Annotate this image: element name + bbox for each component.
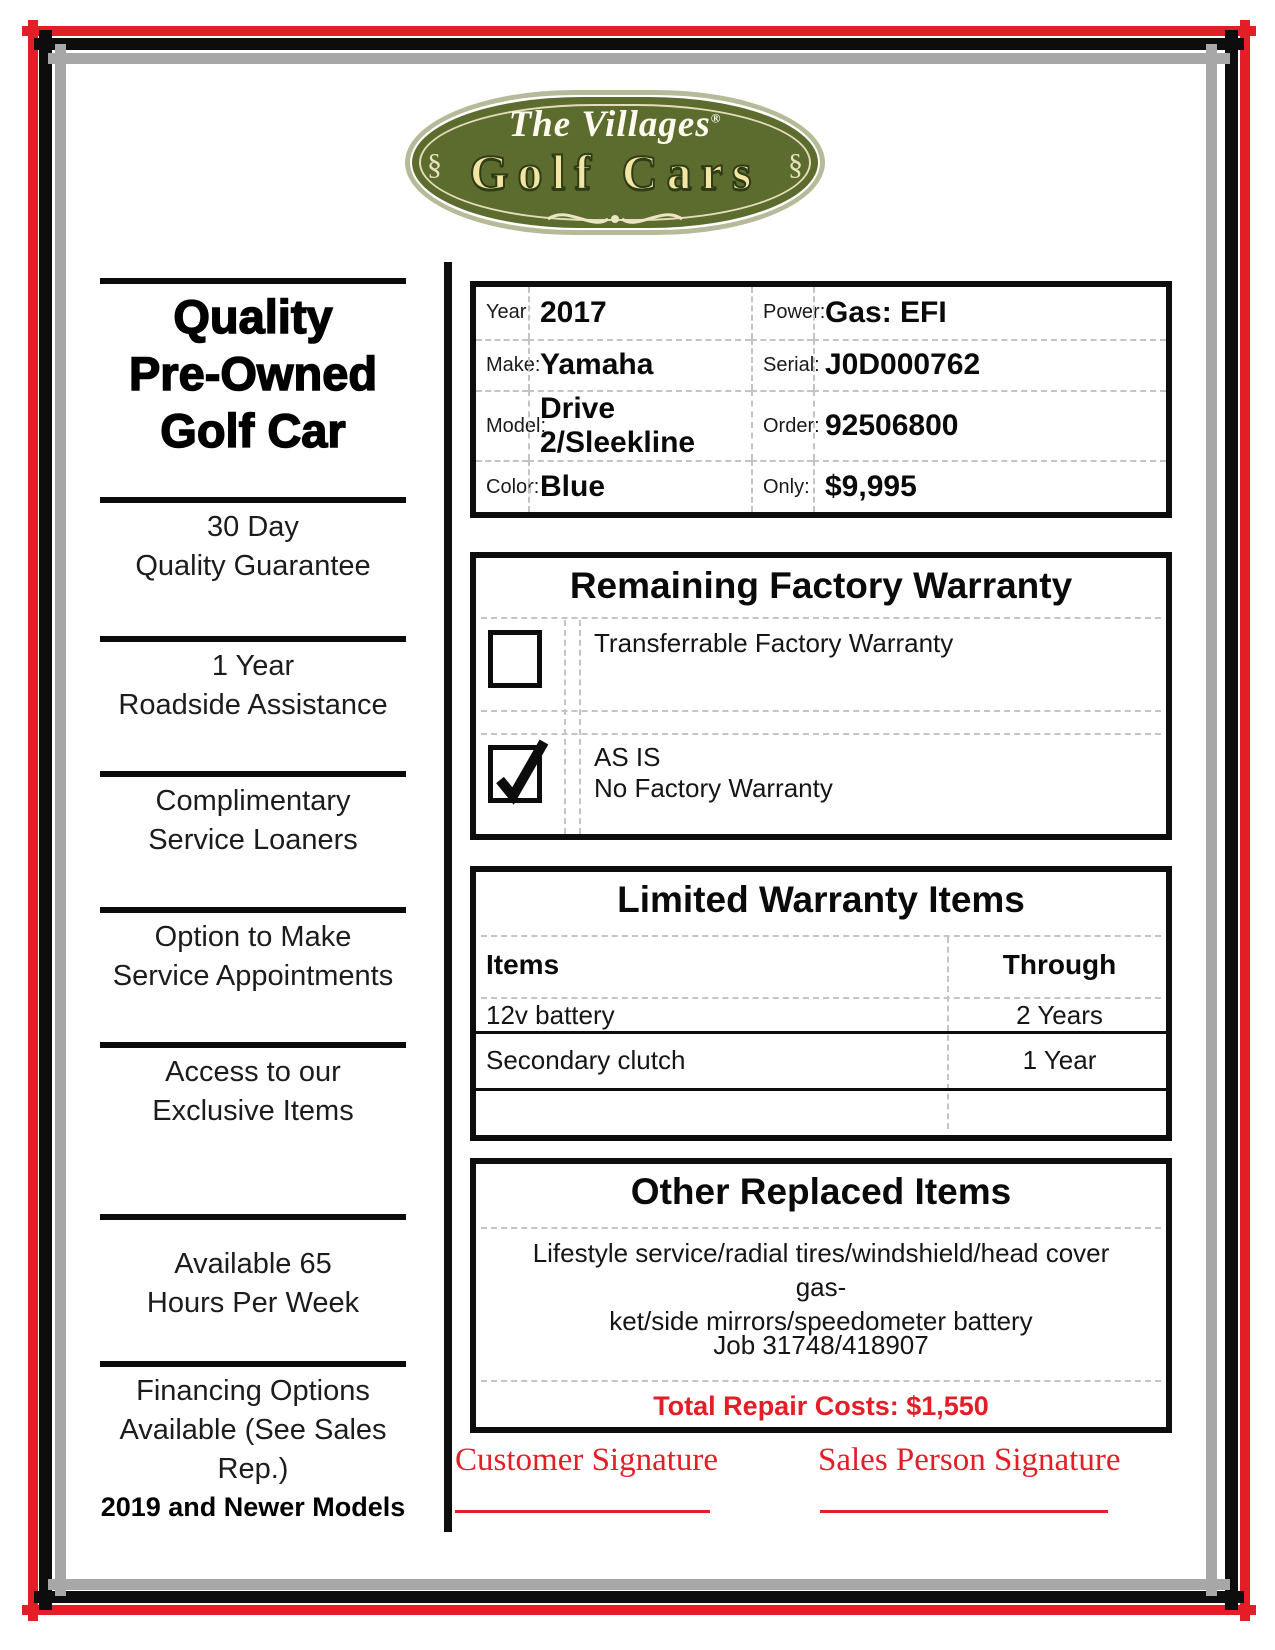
vehicle-serial-value: J0D000762 [813,339,1166,391]
frame-black-bottom [34,1591,1244,1603]
row-divider [476,1031,1166,1034]
frame-gray-top [48,53,1230,64]
sidebar-item-line: Financing Options [136,1375,370,1407]
sidebar-item-line: Service Loaners [148,824,358,856]
vehicle-model-value: Drive 2/Sleekline [528,390,751,460]
frame-red-top [22,26,1256,36]
vehicle-make-label: Make: [476,339,528,391]
logo-product-text: Golf Cars [469,144,761,200]
sidebar-title-line-2: Pre-Owned [128,347,378,400]
through-column-header: Through [1002,949,1117,980]
sidebar-item-line: Exclusive Items [152,1095,354,1127]
vehicle-info-box [470,281,1172,518]
vehicle-power-value: Gas: EFI [813,287,1166,339]
sidebar-rule-6 [100,1042,406,1048]
sidebar-item-line: Access to our [165,1056,341,1088]
limited-warranty-box [470,866,1172,1141]
description-line-2: ket/side mirrors/speedometer battery [609,1306,1033,1336]
frame-black-top [34,38,1244,50]
villages-golf-cars-logo [405,90,825,235]
sales-signature-line [820,1510,1108,1513]
vehicle-order-label: Order: [751,390,813,460]
sidebar-item-line: Available 65 [174,1248,332,1280]
total-repair-costs: Total Repair Costs: $1,550 [653,1391,989,1421]
vehicle-model-label: Model: [476,390,528,460]
factory-warranty-box [470,552,1172,840]
vehicle-power-label: Power: [751,287,813,339]
sidebar-item-line: Option to Make [154,921,352,953]
dashed-divider [481,617,1161,619]
frame-gray-right [1206,44,1217,1596]
as-is-checkbox[interactable] [488,745,542,803]
replaced-items-description [506,1236,1136,1338]
warranty-item-name: 12v battery [486,1000,615,1030]
vehicle-make-value: Yamaha [528,339,751,391]
sidebar-item-line: Hours Per Week [146,1287,360,1319]
sidebar-item-line: Complimentary [155,785,351,817]
other-replaced-box [470,1158,1172,1433]
content-divider-line [444,262,452,1532]
vehicle-color-label: Color: [476,460,528,512]
logo-flourish-icon [540,209,690,229]
customer-signature-line [455,1510,710,1513]
sidebar-item-roadside [92,647,414,725]
dashed-divider [481,1227,1161,1229]
description-line-1: Lifestyle service/radial tires/windshield/head cover gas- [532,1238,1110,1302]
as-is-line-1: AS IS [594,742,661,772]
sidebar-rule-7 [100,1214,406,1220]
frame-red-right [1240,20,1250,1621]
sales-signature-label: Sales Person Signature [818,1442,1121,1478]
sidebar-rule-5 [100,907,406,913]
dashed-divider [481,733,1161,735]
sidebar-item-appointments [92,918,414,996]
sidebar-item-line: Quality Guarantee [135,550,371,582]
transferrable-warranty-label: Transferrable Factory Warranty [594,628,954,658]
job-number: Job 31748/418907 [713,1330,929,1360]
row-divider [476,1088,1166,1091]
frame-black-right [1225,30,1238,1610]
warranty-item-name: Secondary clutch [486,1045,686,1075]
sidebar-item-financing [92,1372,414,1526]
warranty-item-duration: 2 Years [1016,1000,1103,1030]
items-column-header: Items [486,949,560,980]
frame-black-left [39,30,52,1610]
sidebar-item-exclusive [92,1053,414,1131]
sidebar-rule-2 [100,497,406,503]
sidebar-rule-1 [100,278,406,284]
sidebar-title [96,288,410,459]
sidebar-item-hours [92,1245,414,1323]
vehicle-year-value: 2017 [528,287,751,339]
transferrable-warranty-checkbox[interactable] [488,630,542,688]
vehicle-year-label: Year: [486,301,532,324]
frame-red-left [28,20,38,1621]
dashed-divider [481,710,1161,712]
factory-warranty-title: Remaining Factory Warranty [569,565,1073,606]
vehicle-info-grid [476,287,1166,512]
registered-mark: ® [710,110,722,126]
sidebar-item-loaners [92,782,414,860]
sidebar-rule-4 [100,771,406,777]
logo-scroll-ornament-right: § [788,148,803,181]
sidebar-title-line-1: Quality [173,290,333,343]
sidebar-item-guarantee [92,508,414,586]
sidebar-item-line: Roadside Assistance [118,689,388,721]
logo-name: The Villages [508,104,711,145]
sidebar-item-line: 30 Day [207,511,299,543]
frame-red-bottom [22,1605,1256,1615]
customer-signature-label: Customer Signature [455,1442,719,1478]
sidebar-item-line: Service Appointments [112,960,394,992]
vehicle-price-value: $9,995 [813,460,1166,512]
sidebar-rule-8 [100,1361,406,1367]
logo-name-text [405,103,825,146]
sidebar-title-line-3: Golf Car [160,404,346,457]
dashed-divider [579,620,581,834]
limited-warranty-title: Limited Warranty Items [617,879,1025,920]
sidebar-rule-3 [100,636,406,642]
as-is-label [594,742,833,804]
checkmark-icon [492,734,550,806]
vehicle-order-value: 92506800 [813,390,1166,460]
as-is-line-2: No Factory Warranty [594,773,833,803]
dashed-divider [481,1380,1161,1382]
sidebar-financing-note: 2019 and Newer Models [100,1492,406,1522]
dashed-divider [564,620,566,834]
vehicle-color-value: Blue [528,460,751,512]
other-replaced-title: Other Replaced Items [630,1171,1012,1212]
sidebar-item-line: Available (See Sales Rep.) [119,1414,387,1485]
vehicle-price-label: Only: [751,460,813,512]
frame-gray-bottom [48,1579,1230,1590]
vehicle-serial-label: Serial: [751,339,813,391]
sidebar-item-line: 1 Year [211,650,295,682]
warranty-item-duration: 1 Year [1022,1045,1097,1075]
frame-gray-left [55,44,66,1596]
logo-scroll-ornament-left: § [427,148,442,181]
